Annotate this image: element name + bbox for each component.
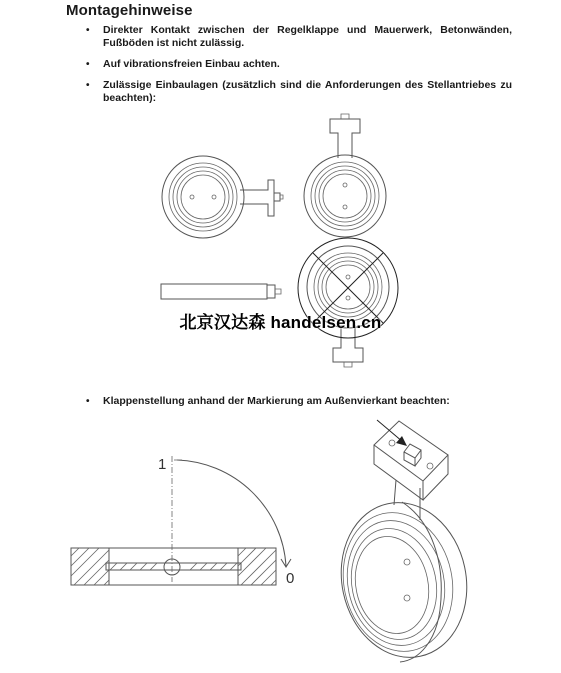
closed-position-label: 0 [286,570,295,587]
list-item-text: Auf vibrationsfreien Einbau achten. [103,58,280,70]
list-item-text: Direkter Kontakt zwischen der Regelklappe und Mauerwerk, Betonwänden, Fußböden ist nicht zulässig. [103,24,512,49]
drawing-horizontal-shaft [162,156,283,238]
bullet-icon: • [86,80,90,91]
drawing-isometric-valve [327,420,481,669]
list-item [84,395,543,408]
open-position-label: 1 [158,456,167,473]
drawing-side-view [161,284,281,299]
watermark-text: 北京汉达森 handelsen.cn [179,313,382,332]
drawing-position-section [71,456,294,587]
section-title: Montagehinweise [66,2,193,19]
drawing-shaft-down-crossed [298,238,398,367]
bullet-icon: • [86,59,90,70]
drawing-vertical-shaft-up [304,114,386,237]
bullet-icon: • [86,25,90,36]
list-item-text: Zulässige Einbaulagen (zusätzlich sind die Anforderungen des Stellantriebes zu beachten): [103,79,512,104]
bullet-icon: • [86,396,90,407]
list-item-text: Klappenstellung anhand der Markierung am Außenvierkant beachten: [103,395,450,407]
